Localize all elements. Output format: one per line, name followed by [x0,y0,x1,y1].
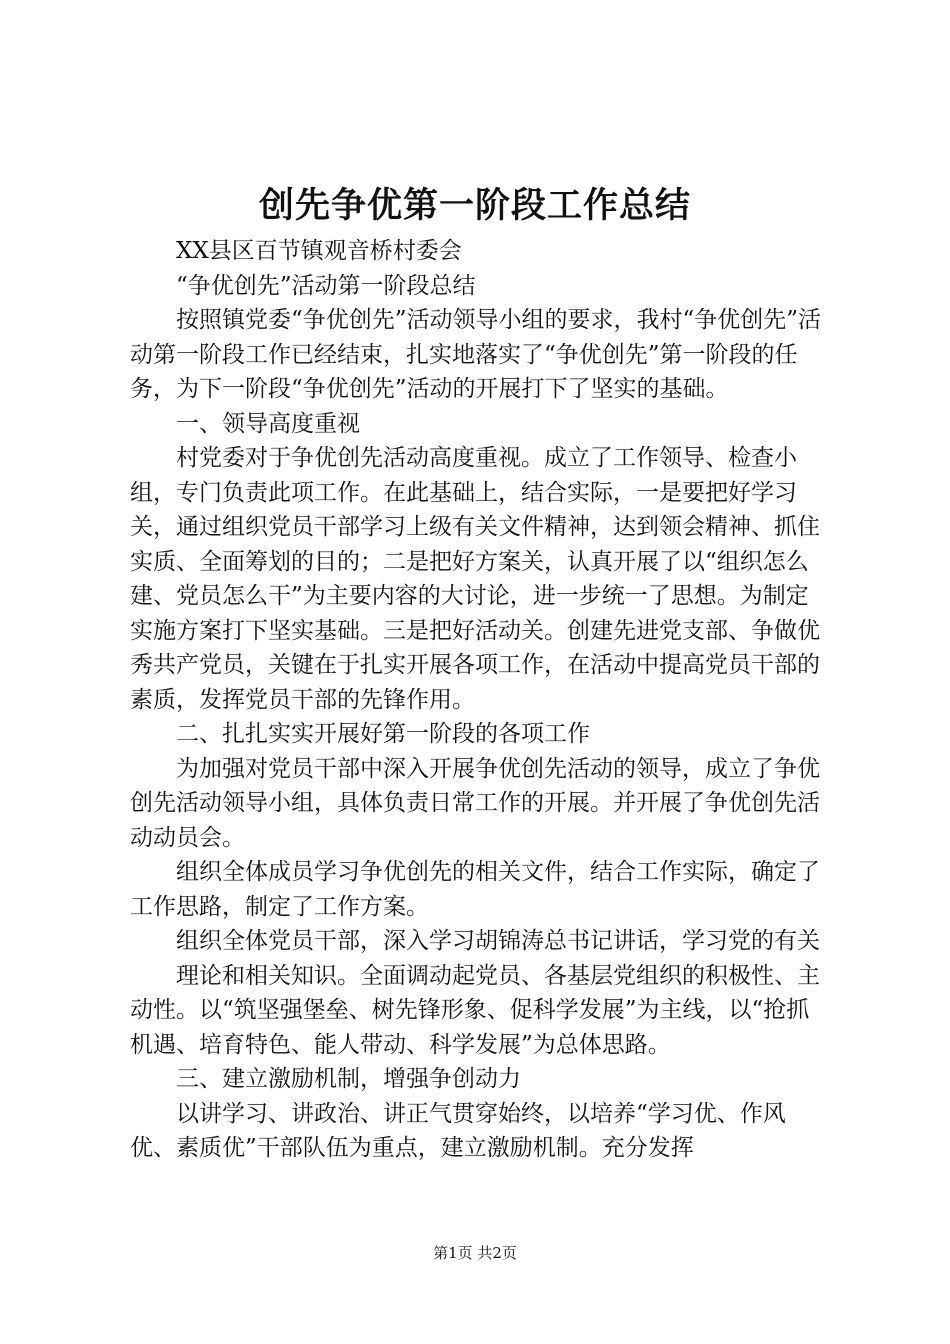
section-2-paragraph-3: 组织全体党员干部，深入学习胡锦涛总书记讲话，学习党的有关 [176,928,820,954]
document-title: 创先争优第一阶段工作总结 [258,185,691,226]
section-heading-3: 三、建立激励机制，增强争创动力 [176,1066,521,1092]
section-heading-1: 一、领导高度重视 [176,410,360,437]
section-2-paragraph-2: 组织全体成员学习争优创先的相关文件，结合工作实际，确定了工作思路，制定了工作方案。 [130,859,820,920]
section-2-paragraph-4: 理论和相关知识。全面调动起党员、各基层党组织的积极性、主动性。以“筑坚强堡垒、树先锋形象、促科学发展”为主线，以“抢抓机遇、培育特色、能人带动、科学发展”为总体思路。 [130,962,820,1058]
subtitle-line: “争优创先”活动第一阶段总结 [176,272,476,299]
page-number-footer: 第1页 共2页 [433,1244,517,1262]
organization-line: XX县区百节镇观音桥村委会 [176,238,462,264]
section-3-paragraph: 以讲学习、讲政治、讲正气贯穿始终，以培养“学习优、作风优、素质优”干部队伍为重点，建立激励机制。充分发挥 [130,1100,786,1161]
document-body [130,234,830,1166]
intro-paragraph: 按照镇党委“争优创先”活动领导小组的要求，我村“争优创先”活动第一阶段工作已经结束，扎实地落实了“争优创先”第一阶段的任务，为下一阶段“争优创先”活动的开展打下了坚实的基础。 [130,307,822,402]
section-1-paragraph: 村党委对于争优创先活动高度重视。成立了工作领导、检查小组，专门负责此项工作。在此基础上，结合实际，一是要把好学习关，通过组织党员干部学习上级有关文件精神，达到领会精神、抓住实质、全面筹划的目的；二是把好方案关，认真开展了以“组织怎么建、党员怎么干”为主要内容的大讨论，进一步统一了思想。为制定实施方案打下坚实基础。三是把好活动关。创建先进党支部、争做优秀共产党员，关键在于扎实开展各项工作，在活动中提高党员干部的素质，发挥党员干部的先锋作用。 [130,445,820,713]
section-heading-2: 二、扎扎实实开展好第一阶段的各项工作 [176,721,590,747]
section-2-paragraph-1: 为加强对党员干部中深入开展争优创先活动的领导，成立了争优创先活动领导小组，具体负责日常工作的开展。并开展了争优创先活动动员会。 [130,755,820,851]
